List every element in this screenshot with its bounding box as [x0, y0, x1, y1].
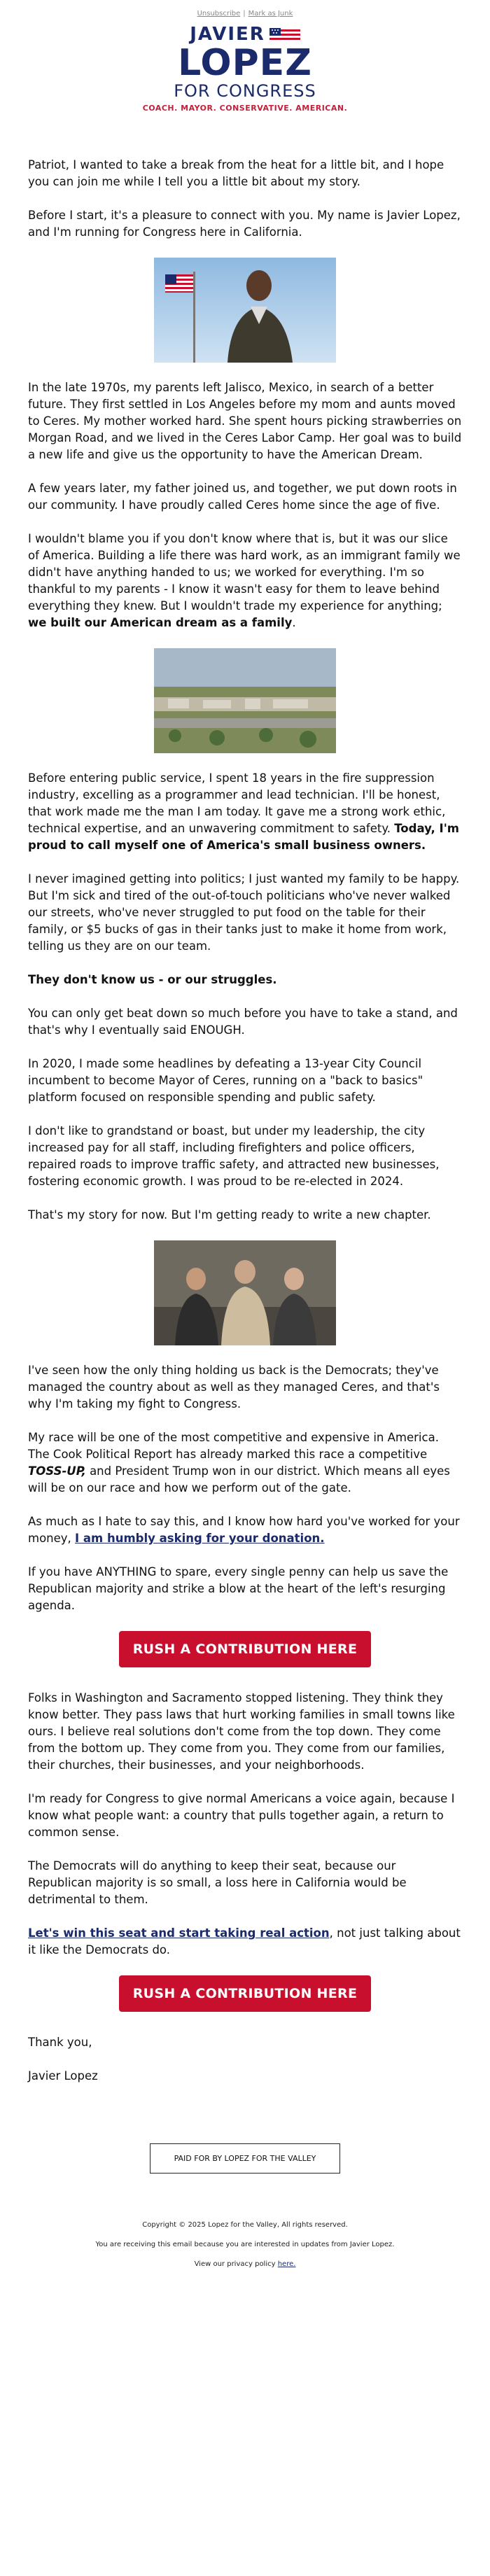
win-seat-link[interactable]: Let's win this seat and start taking real action — [28, 1926, 330, 1940]
flag-icon — [270, 28, 300, 42]
paragraph: The Democrats will do anything to keep their seat, because our Republican majority is so small, a loss here in California would be detrimental to them. — [28, 1859, 407, 1906]
signature: Javier Lopez — [28, 2069, 98, 2082]
group-photo-image — [154, 1240, 336, 1345]
spacer — [28, 2101, 462, 2143]
paragraph: My race will be one of the most competitive and expensive in America. The Cook Political Report has already marked this race a competitive TOSS-UP, and President Trump won in our district. Which means all eyes will be on our race and how we perform out of the gate. — [28, 1431, 450, 1494]
spacer — [28, 122, 462, 157]
paragraph: Patriot, I wanted to take a break from the heat for a little bit, and I hope you can join me while I tell you a little bit about my story. — [28, 158, 444, 188]
paragraph: A few years later, my father joined us, and together, we put down roots in our community. I have proudly called Ceres home since the age of five. — [28, 482, 457, 512]
unsubscribe-link[interactable]: Unsubscribe — [197, 10, 241, 18]
paragraph: I don't like to grandstand or boast, but under my leadership, the city increased pay for all staff, including firefighters and police officers, repaired roads to improve traffic safety, and attracted new businesses, fostering economic growth. I was proud to be re-elected in 2024. — [28, 1124, 440, 1188]
logo-tagline: COACH. MAYOR. CONSERVATIVE. AMERICAN. — [142, 104, 348, 113]
separator: | — [243, 10, 246, 18]
paragraph: As much as I hate to say this, and I know how hard you've worked for your money, I am humbly asking for your donation. — [28, 1515, 460, 1545]
logo-first-name: JAVIER — [28, 24, 462, 45]
paragraph: Before I start, it's a pleasure to connect with you. My name is Javier Lopez, and I'm running for Congress here in California. — [28, 209, 461, 239]
paragraph: Before entering public service, I spent 18 years in the fire suppression industry, excelling as a programmer and lead technician. I'll be honest, that work made me the man I am today. It gave me a strong work ethic, technical expertise, and an unwavering commitment to safety. Today, I'm proud to call myself one of America's small business owners. — [28, 771, 459, 852]
spacer — [28, 2174, 462, 2216]
spacer — [28, 1684, 462, 1690]
paragraph: They don't know us - or our struggles. — [28, 973, 277, 986]
contribute-button-2[interactable]: RUSH A CONTRIBUTION HERE — [119, 1975, 371, 2012]
donation-link[interactable]: I am humbly asking for your donation. — [75, 1532, 325, 1545]
spacer — [28, 2029, 462, 2034]
paragraph: Let's win this seat and start taking real action, not just talking about it like the Democrats do. — [28, 1926, 461, 1956]
paid-for-box: PAID FOR BY LOPEZ FOR THE VALLEY — [150, 2143, 340, 2174]
paragraph: I never imagined getting into politics; I just wanted my family to be happy. But I'm sick and tired of the out-of-touch politicians who've never walked our streets, who've never struggled to put food on the table for their family, or $5 bucks of gas in their tanks just to make it home from work, telling us they are on our team. — [28, 872, 460, 953]
paragraph: I'm ready for Congress to give normal Americans a voice again, because I know what people want: a country that pulls together again, a return to common sense. — [28, 1792, 455, 1839]
logo-last-name: LOPEZ — [178, 42, 312, 84]
paragraph: If you have ANYTHING to spare, every single penny can help us save the Republican majority and strike a blow at the heart of the left's resurging agenda. — [28, 1565, 449, 1612]
privacy-link[interactable]: here. — [277, 2260, 296, 2268]
mark-junk-link[interactable]: Mark as Junk — [248, 10, 293, 18]
portrait-with-flag-image — [154, 258, 336, 363]
signoff: Thank you, — [28, 2036, 92, 2049]
campaign-logo — [28, 24, 462, 122]
footer — [28, 2216, 462, 2274]
paragraph: I wouldn't blame you if you don't know where that is, but it was our slice of America. Building a life there was hard work, as an immigrant family we didn't have anything handed to us; we worked for everything. I'm so thankful to my parents - I know it wasn't easy for them to leave behind everything they knew. But I wouldn't trade my experience for anything; we built our American dream as a family. — [28, 532, 461, 629]
top-links — [28, 0, 462, 24]
paragraph: Folks in Washington and Sacramento stopped listening. They think they know better. They pass laws that hurt working families in small towns like ours. I believe real solutions don't come from the top down. They come from the bottom up. They come from you. They come from our families, their churches, their businesses, and your neighborhoods. — [28, 1691, 455, 1772]
paragraph: In the late 1970s, my parents left Jalisco, Mexico, in search of a better future. They first settled in Los Angeles before my mom and aunts moved to Ceres. My mother worked hard. She spent hours picking strawberries on Morgan Road, and we lived in the Ceres Labor Camp. Her goal was to build a new life and give us the opportunity to have the American Dream. — [28, 381, 462, 461]
paragraph: I've seen how the only thing holding us back is the Democrats; they've managed the country about as well as they managed Ceres, and that's why I'm taking my fight to Congress. — [28, 1364, 440, 1410]
email-container — [28, 0, 462, 2274]
logo-for-congress: FOR CONGRESS — [174, 81, 316, 101]
copyright-text: Copyright © 2025 Lopez for the Valley, All rights reserved. — [142, 2221, 348, 2229]
contribute-button[interactable]: RUSH A CONTRIBUTION HERE — [119, 1631, 371, 1667]
paragraph: You can only get beat down so much before you have to take a stand, and that's why I eventually said ENOUGH. — [28, 1007, 458, 1037]
privacy-line: View our privacy policy here. — [194, 2260, 296, 2268]
aerial-town-image — [154, 648, 336, 753]
paragraph: In 2020, I made some headlines by defeating a 13-year City Council incumbent to become Mayor of Ceres, running on a "back to basics" platform focused on responsible spending and public safety. — [28, 1057, 424, 1104]
reason-text: You are receiving this email because you are interested in updates from Javier Lopez. — [95, 2241, 395, 2248]
paragraph: That's my story for now. But I'm getting ready to write a new chapter. — [28, 1208, 431, 1222]
